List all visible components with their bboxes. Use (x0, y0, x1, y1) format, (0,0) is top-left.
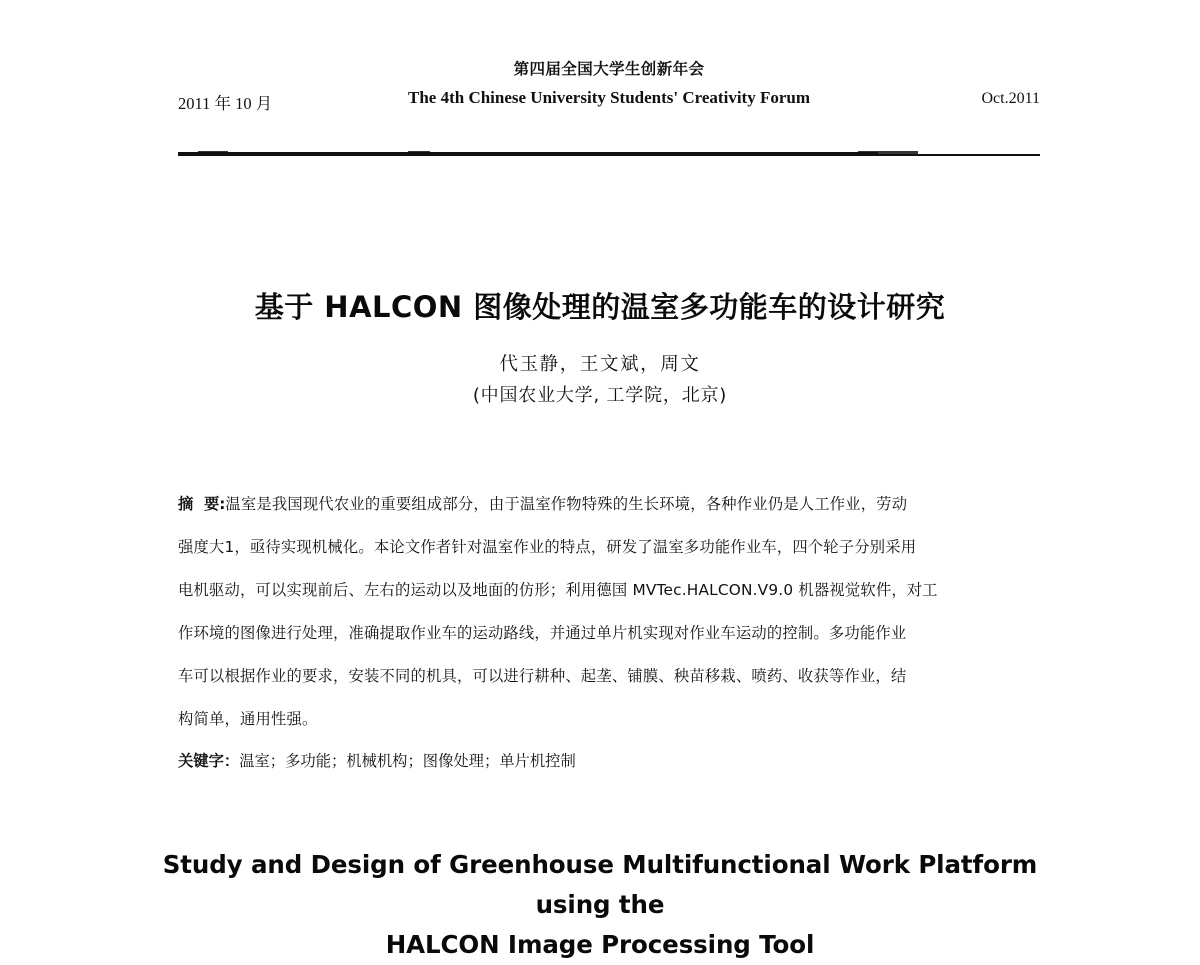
abstract-label: 摘 要: (178, 495, 226, 513)
keywords-row (178, 743, 1042, 779)
issue-date-chinese: 2011 年 10 月 (178, 93, 273, 113)
abstract-line-text: 强度大1，亟待实现机械化。本论文作者针对温室作业的特点，研发了温室多功能作业车，四个轮子分别采用 (178, 538, 917, 556)
abstract-line-text: 电机驱动，可以实现前后、左右的运动以及地面的仿形；利用德国 MVTec.HALCON.V9.0 机器视觉软件，对工 (178, 581, 938, 599)
header-divider (178, 150, 1040, 158)
page-title-chinese: 基于 HALCON 图像处理的温室多功能车的设计研究 (254, 290, 946, 324)
conference-name-chinese: 第四届全国大学生创新年会 (513, 60, 705, 78)
page-title-english-line2: HALCON Image Processing Tool (385, 930, 815, 959)
page-title-english-line1: Study and Design of Greenhouse Multifunctional Work Platform using the (162, 850, 1038, 919)
running-head (178, 60, 1040, 112)
abstract-line-text: 作环境的图像进行处理，准确提取作业车的运动路线，并通过单片机实现对作业车运动的控制。多功能作业 (178, 624, 907, 642)
abstract-line (178, 526, 1042, 569)
abstract-line (178, 569, 1042, 612)
abstract-line-text: 温室是我国现代农业的重要组成部分，由于温室作物特殊的生长环境，各种作业仍是人工作业，劳动 (225, 495, 908, 513)
abstract-line (178, 655, 1042, 698)
running-head-row (178, 88, 1040, 112)
abstract-line (178, 612, 1042, 655)
abstract-line (178, 483, 1042, 526)
author-affiliation: (中国农业大学, 工学院，北京) (472, 385, 728, 406)
author-list: 代玉静，王文斌，周文 (499, 354, 701, 375)
scan-artifact-speck (858, 151, 918, 154)
abstract-line-text: 车可以根据作业的要求，安装不同的机具，可以进行耕种、起垄、铺膜、秧苗移栽、喷药、收获等作业，结 (178, 667, 907, 685)
keywords-value: 温室；多功能；机械机构；图像处理；单片机控制 (239, 752, 576, 770)
conference-name-english: The 4th Chinese University Students' Creativity Forum (407, 87, 810, 107)
keywords-label: 关键字： (178, 752, 240, 770)
issue-date-english: Oct.2011 (981, 89, 1040, 107)
page-title-english (150, 845, 1050, 965)
abstract-line-text: 构简单，通用性强。 (178, 710, 318, 728)
abstract-section (178, 483, 1042, 779)
abstract-line (178, 698, 1042, 741)
scan-artifact-speck (408, 151, 430, 154)
scan-artifact-speck (198, 151, 228, 154)
header-divider-thick-segment (178, 152, 878, 156)
